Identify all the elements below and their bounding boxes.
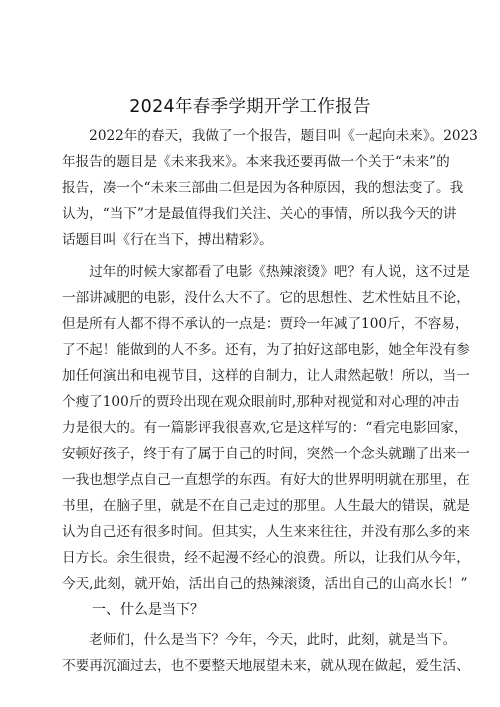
document-title: 2024年春季学期开学工作报告 — [129, 97, 371, 117]
paragraph-line: 2022年的春天，我做了一个报告，题目叫《一起向未来》。2023 — [62, 128, 478, 144]
paragraph-line: 不要再沉湎过去，也不要整天地展望未来，就从现在做起，爱生活、 — [62, 658, 470, 674]
paragraph-line: 认为自己还有很多时间。但其实，人生来来往往，并没有那么多的来 — [62, 524, 470, 540]
section-heading: 一、什么是当下？ — [92, 602, 204, 618]
paragraph-line: 但是所有人都不得不承认的一点是：贾玲一年减了100斤，不容易， — [62, 316, 469, 332]
paragraph-line: 过年的时候大家都看了电影《热辣滚烫》吧？有人说，这不过是 — [62, 264, 470, 280]
paragraph-line: 书里，在脑子里，就是不在自己走过的那里。人生最大的错误，就是 — [62, 498, 470, 514]
paragraph-line: 认为，“当下”才是最值得我们关注、关心的事情，所以我今天的讲 — [62, 206, 457, 222]
paragraph-line: 年报告的题目是《未来我来》。本来我还要再做一个关于“未来”的 — [62, 154, 450, 170]
paragraph-line: 加任何演出和电视节目，这样的自制力，让人肃然起敬！所以，当一 — [62, 368, 470, 384]
paragraph-line: 力是很大的。有一篇影评我很喜欢,它是这样写的：“看完电影回家， — [62, 420, 468, 436]
paragraph-line: 一我也想学点自己一直想学的东西。有好大的世界明明就在那里，在 — [62, 472, 470, 488]
paragraph-line: 话题目叫《行在当下，搏出精彩》。 — [62, 232, 273, 248]
paragraph-line: 安顿好孩子，终于有了属于自己的时间，突然一个念头就蹦了出来一 — [62, 446, 470, 462]
paragraph-line: 报告，凑一个“未来三部曲二但是因为各种原因，我的想法变了。我 — [62, 180, 464, 196]
paragraph-line: 个瘦了100斤的贾玲出现在观众眼前时,那种对视觉和对心理的冲击 — [62, 394, 460, 410]
paragraph-line: 了不起！能做到的人不多。还有，为了拍好这部电影，她全年没有参 — [62, 342, 470, 358]
paragraph-line: 今天,此刻，就开始，活出自己的热辣滚烫，活出自己的山高水长！” — [62, 576, 468, 592]
paragraph-line: 一部讲减肥的电影，没什么大不了。它的思想性、艺术性姑且不论， — [62, 290, 470, 306]
paragraph-line: 日方长。余生很贵，经不起漫不经心的浪费。所以，让我们从今年， — [62, 550, 470, 566]
paragraph-line: 老师们，什么是当下？今年，今天，此时，此刻，就是当下。 — [62, 632, 457, 648]
